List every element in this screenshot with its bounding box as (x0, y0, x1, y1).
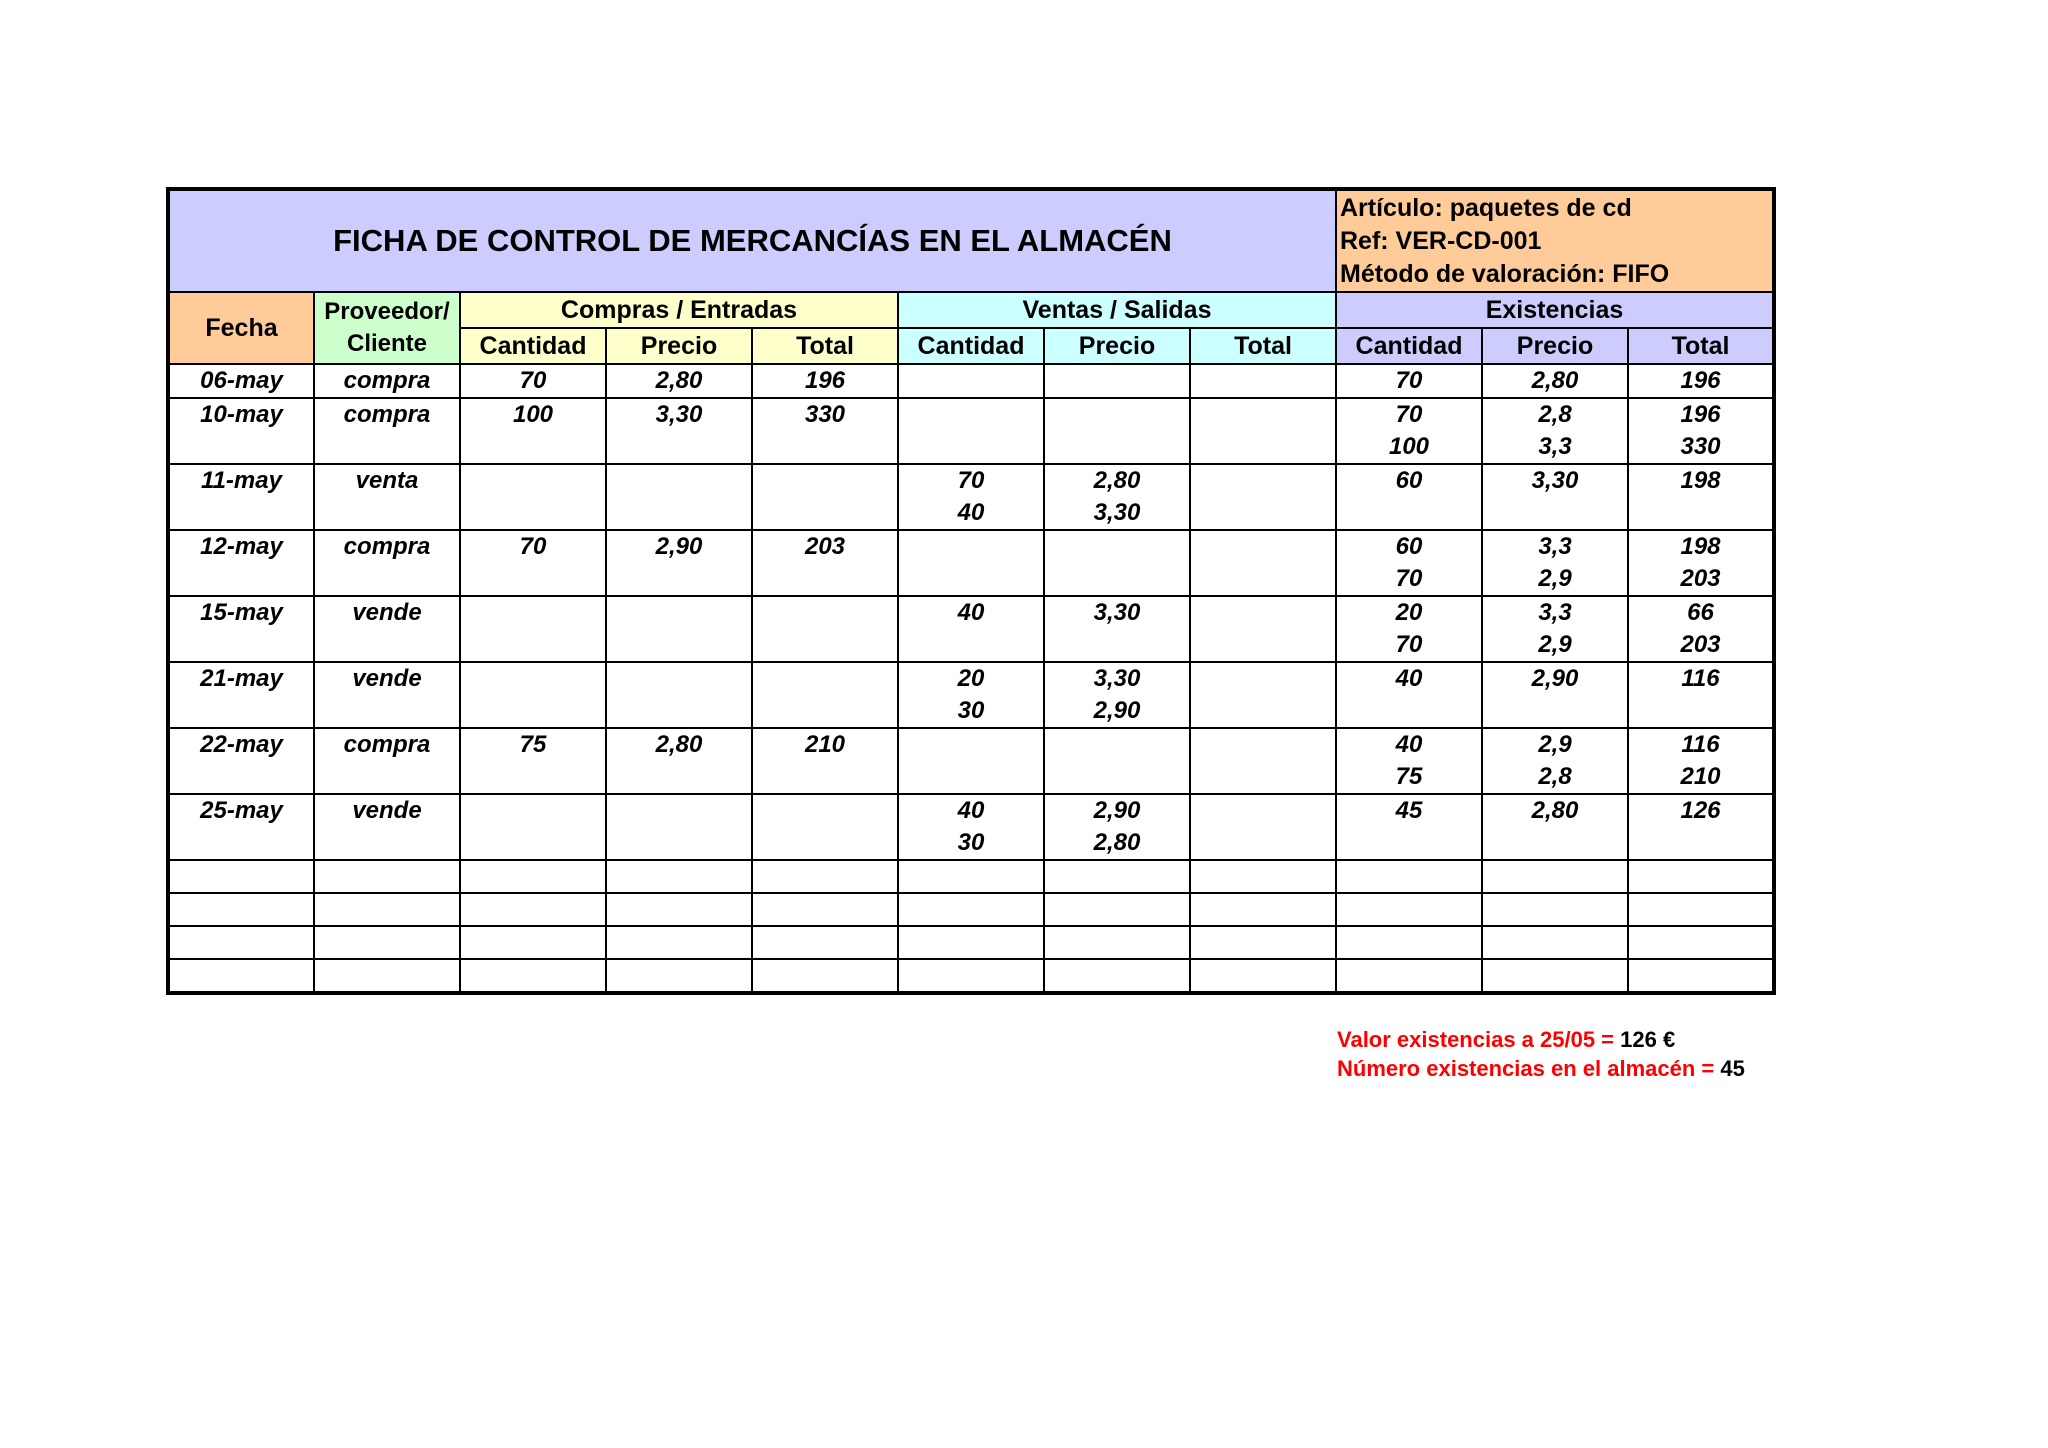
date-cell: 11-may (168, 464, 314, 530)
cell-value: 2,90 (655, 533, 703, 560)
empty-cell (1336, 860, 1482, 893)
stock-quantity-cell (1336, 662, 1482, 728)
sale-quantity-cell (898, 530, 1044, 596)
cell-value: 3,3 (1538, 599, 1572, 626)
sale-price-cell (1044, 728, 1190, 794)
article-ref: Ref: VER-CD-001 (1340, 226, 1542, 255)
cell-value: 203 (804, 533, 846, 560)
empty-cell (314, 959, 460, 993)
empty-cell (606, 959, 752, 993)
cell-value: 2,80 (655, 731, 703, 758)
empty-cell (460, 860, 606, 893)
cell-value: 210 (1680, 763, 1721, 790)
empty-cell (1482, 926, 1628, 959)
empty-cell (1482, 860, 1628, 893)
empty-cell (752, 893, 898, 926)
stock-quantity-cell (1336, 530, 1482, 596)
valuation-method: Método de valoración: FIFO (1340, 259, 1670, 288)
purchase-total-cell (752, 794, 898, 860)
stock-total-cell (1628, 662, 1774, 728)
cell-value: 2,80 (1531, 367, 1579, 394)
empty-cell (168, 893, 314, 926)
ventas-cantidad-header: Cantidad (898, 328, 1044, 364)
empty-cell (1044, 893, 1190, 926)
empty-row (168, 959, 1774, 993)
table-row (168, 596, 1774, 662)
cell-value: 2,80 (1531, 797, 1579, 824)
cell-value: 203 (1680, 565, 1721, 592)
type-cell: compra (314, 364, 460, 398)
stock-total-cell (1628, 794, 1774, 860)
purchase-price-cell (606, 464, 752, 530)
stock-price-cell (1482, 662, 1628, 728)
purchase-total-cell (752, 596, 898, 662)
date-cell: 06-may (168, 364, 314, 398)
stock-count-line (1337, 1054, 1745, 1083)
sheet-title: FICHA DE CONTROL DE MERCANCÍAS EN EL ALMACÉN (168, 189, 1336, 292)
cell-value: 40 (957, 797, 985, 824)
cell-value: 40 (1395, 731, 1423, 758)
purchase-quantity-cell (460, 596, 606, 662)
stock-value-line (1337, 1025, 1745, 1054)
cell-value: 3,30 (1093, 499, 1141, 526)
cell-value: 3,30 (1531, 467, 1579, 494)
empty-cell (1044, 926, 1190, 959)
stock-summary (1337, 1025, 1745, 1083)
sale-quantity-cell (898, 596, 1044, 662)
cell-value: 30 (957, 829, 985, 856)
inventory-control-sheet (166, 187, 1776, 995)
cell-value: 20 (1395, 599, 1423, 626)
sale-price-cell (1044, 662, 1190, 728)
type-cell: vende (314, 662, 460, 728)
empty-cell (898, 926, 1044, 959)
sale-total-cell (1190, 530, 1336, 596)
table-row (168, 662, 1774, 728)
cell-value: 3,3 (1538, 433, 1572, 460)
ventas-total-header: Total (1190, 328, 1336, 364)
empty-cell (1044, 959, 1190, 993)
empty-cell (1628, 860, 1774, 893)
purchase-price-cell (606, 662, 752, 728)
stock-quantity-cell (1336, 464, 1482, 530)
stock-price-cell (1482, 728, 1628, 794)
stock-price-cell (1482, 464, 1628, 530)
stock-value: 126 € (1620, 1027, 1676, 1052)
purchase-quantity-cell (460, 662, 606, 728)
cell-value: 2,90 (1093, 697, 1141, 724)
proveedor-header-line1: Proveedor/ (324, 298, 450, 325)
cell-value: 196 (804, 367, 846, 394)
cell-value: 100 (512, 401, 554, 428)
type-cell: vende (314, 794, 460, 860)
cell-value: 2,8 (1538, 401, 1572, 428)
table-row (168, 530, 1774, 596)
cell-value: 20 (957, 665, 985, 692)
empty-cell (898, 860, 1044, 893)
group-header-compras: Compras / Entradas (460, 292, 898, 328)
empty-cell (460, 959, 606, 993)
cell-value: 70 (1395, 367, 1423, 394)
article-name: Artículo: paquetes de cd (1340, 193, 1632, 222)
table-row (168, 364, 1774, 398)
empty-cell (752, 959, 898, 993)
cell-value: 2,80 (1093, 829, 1141, 856)
cell-value: 2,90 (1093, 797, 1141, 824)
empty-cell (460, 893, 606, 926)
purchase-price-cell (606, 530, 752, 596)
cell-value: 75 (519, 731, 547, 758)
empty-row (168, 893, 1774, 926)
cell-value: 40 (957, 599, 985, 626)
purchase-quantity-cell (460, 398, 606, 464)
empty-cell (1336, 893, 1482, 926)
purchase-total-cell (752, 530, 898, 596)
sale-total-cell (1190, 398, 1336, 464)
stock-quantity-cell (1336, 398, 1482, 464)
stock-price-cell (1482, 364, 1628, 398)
empty-cell (168, 860, 314, 893)
purchase-total-cell (752, 398, 898, 464)
cell-value: 2,9 (1538, 731, 1572, 758)
cell-value: 2,80 (1093, 467, 1141, 494)
purchase-quantity-cell (460, 364, 606, 398)
sale-quantity-cell (898, 794, 1044, 860)
cell-value: 70 (519, 533, 547, 560)
sale-total-cell (1190, 596, 1336, 662)
purchase-quantity-cell (460, 464, 606, 530)
existencias-total-header: Total (1628, 328, 1774, 364)
compras-cantidad-header: Cantidad (460, 328, 606, 364)
cell-value: 30 (957, 697, 985, 724)
sale-price-cell (1044, 464, 1190, 530)
purchase-total-cell (752, 364, 898, 398)
group-header-row (168, 292, 1774, 328)
date-cell: 22-may (168, 728, 314, 794)
sale-price-cell (1044, 530, 1190, 596)
cell-value: 203 (1680, 631, 1721, 658)
cell-value: 2,9 (1538, 565, 1572, 592)
date-cell: 21-may (168, 662, 314, 728)
stock-total-cell (1628, 364, 1774, 398)
purchase-price-cell (606, 728, 752, 794)
stock-count-label: Número existencias en el almacén = (1337, 1056, 1721, 1081)
empty-cell (1190, 860, 1336, 893)
article-info (1336, 189, 1774, 292)
date-cell: 10-may (168, 398, 314, 464)
cell-value: 2,9 (1538, 631, 1572, 658)
empty-cell (1628, 893, 1774, 926)
type-cell: vende (314, 596, 460, 662)
stock-total-cell (1628, 398, 1774, 464)
empty-cell (314, 893, 460, 926)
empty-cell (752, 860, 898, 893)
cell-value: 3,30 (1093, 665, 1141, 692)
stock-quantity-cell (1336, 794, 1482, 860)
cell-value: 196 (1680, 401, 1721, 428)
sale-quantity-cell (898, 728, 1044, 794)
column-header-proveedor (314, 292, 460, 364)
purchase-quantity-cell (460, 530, 606, 596)
stock-price-cell (1482, 530, 1628, 596)
date-cell: 12-may (168, 530, 314, 596)
ventas-precio-header: Precio (1044, 328, 1190, 364)
purchase-total-cell (752, 464, 898, 530)
empty-cell (1628, 926, 1774, 959)
empty-row (168, 860, 1774, 893)
cell-value: 3,30 (1093, 599, 1141, 626)
sale-total-cell (1190, 364, 1336, 398)
empty-row (168, 926, 1774, 959)
type-cell: compra (314, 398, 460, 464)
cell-value: 3,3 (1538, 533, 1572, 560)
empty-cell (1482, 959, 1628, 993)
empty-cell (1190, 959, 1336, 993)
empty-cell (1628, 959, 1774, 993)
stock-total-cell (1628, 530, 1774, 596)
stock-quantity-cell (1336, 364, 1482, 398)
cell-value: 100 (1388, 433, 1430, 460)
cell-value: 45 (1395, 797, 1423, 824)
purchase-total-cell (752, 728, 898, 794)
empty-cell (606, 926, 752, 959)
sale-quantity-cell (898, 364, 1044, 398)
cell-value: 3,30 (655, 401, 703, 428)
cell-value: 2,80 (655, 367, 703, 394)
stock-total-cell (1628, 464, 1774, 530)
empty-cell (1336, 926, 1482, 959)
cell-value: 116 (1681, 731, 1720, 758)
sale-price-cell (1044, 398, 1190, 464)
stock-count: 45 (1720, 1056, 1745, 1081)
compras-total-header: Total (752, 328, 898, 364)
sale-total-cell (1190, 728, 1336, 794)
cell-value: 330 (804, 401, 846, 428)
compras-precio-header: Precio (606, 328, 752, 364)
group-header-ventas: Ventas / Salidas (898, 292, 1336, 328)
empty-cell (606, 860, 752, 893)
cell-value: 40 (957, 499, 985, 526)
purchase-quantity-cell (460, 794, 606, 860)
stock-price-cell (1482, 596, 1628, 662)
stock-price-cell (1482, 794, 1628, 860)
proveedor-header-line2: Cliente (346, 330, 427, 357)
cell-value: 70 (1395, 631, 1423, 658)
cell-value: 60 (1395, 533, 1423, 560)
table-row (168, 794, 1774, 860)
cell-value: 40 (1395, 665, 1423, 692)
cell-value: 70 (519, 367, 547, 394)
type-cell: venta (314, 464, 460, 530)
table-row (168, 464, 1774, 530)
sale-quantity-cell (898, 662, 1044, 728)
cell-value: 116 (1681, 665, 1720, 692)
cell-value: 210 (804, 731, 846, 758)
empty-cell (606, 893, 752, 926)
existencias-cantidad-header: Cantidad (1336, 328, 1482, 364)
empty-cell (1044, 860, 1190, 893)
empty-cell (1190, 926, 1336, 959)
purchase-price-cell (606, 364, 752, 398)
existencias-precio-header: Precio (1482, 328, 1628, 364)
purchase-total-cell (752, 662, 898, 728)
empty-cell (752, 926, 898, 959)
table-row (168, 728, 1774, 794)
table-row (168, 398, 1774, 464)
empty-cell (898, 893, 1044, 926)
cell-value: 70 (1395, 565, 1423, 592)
stock-total-cell (1628, 596, 1774, 662)
sale-quantity-cell (898, 398, 1044, 464)
stock-value-label: Valor existencias a 25/05 = (1337, 1027, 1621, 1052)
empty-cell (898, 959, 1044, 993)
sale-quantity-cell (898, 464, 1044, 530)
cell-value: 60 (1395, 467, 1423, 494)
date-cell: 15-may (168, 596, 314, 662)
purchase-price-cell (606, 794, 752, 860)
sale-price-cell (1044, 794, 1190, 860)
date-cell: 25-may (168, 794, 314, 860)
sale-total-cell (1190, 794, 1336, 860)
stock-quantity-cell (1336, 596, 1482, 662)
empty-cell (1336, 959, 1482, 993)
cell-value: 70 (1395, 401, 1423, 428)
column-header-fecha: Fecha (168, 292, 314, 364)
empty-cell (1482, 893, 1628, 926)
empty-cell (314, 860, 460, 893)
stock-total-cell (1628, 728, 1774, 794)
empty-cell (168, 959, 314, 993)
empty-cell (1190, 893, 1336, 926)
cell-value: 2,8 (1538, 763, 1572, 790)
type-cell: compra (314, 728, 460, 794)
cell-value: 70 (957, 467, 985, 494)
stock-quantity-cell (1336, 728, 1482, 794)
stock-price-cell (1482, 398, 1628, 464)
cell-value: 198 (1680, 467, 1721, 494)
sale-price-cell (1044, 364, 1190, 398)
group-header-existencias: Existencias (1336, 292, 1774, 328)
empty-cell (168, 926, 314, 959)
cell-value: 75 (1395, 763, 1423, 790)
cell-value: 2,90 (1531, 665, 1579, 692)
cell-value: 66 (1687, 599, 1714, 626)
sale-total-cell (1190, 662, 1336, 728)
cell-value: 126 (1680, 797, 1721, 824)
cell-value: 196 (1680, 367, 1721, 394)
purchase-price-cell (606, 398, 752, 464)
sale-price-cell (1044, 596, 1190, 662)
empty-cell (314, 926, 460, 959)
purchase-price-cell (606, 596, 752, 662)
sale-total-cell (1190, 464, 1336, 530)
type-cell: compra (314, 530, 460, 596)
empty-cell (460, 926, 606, 959)
purchase-quantity-cell (460, 728, 606, 794)
title-row (168, 189, 1774, 292)
cell-value: 198 (1680, 533, 1721, 560)
cell-value: 330 (1680, 433, 1721, 460)
